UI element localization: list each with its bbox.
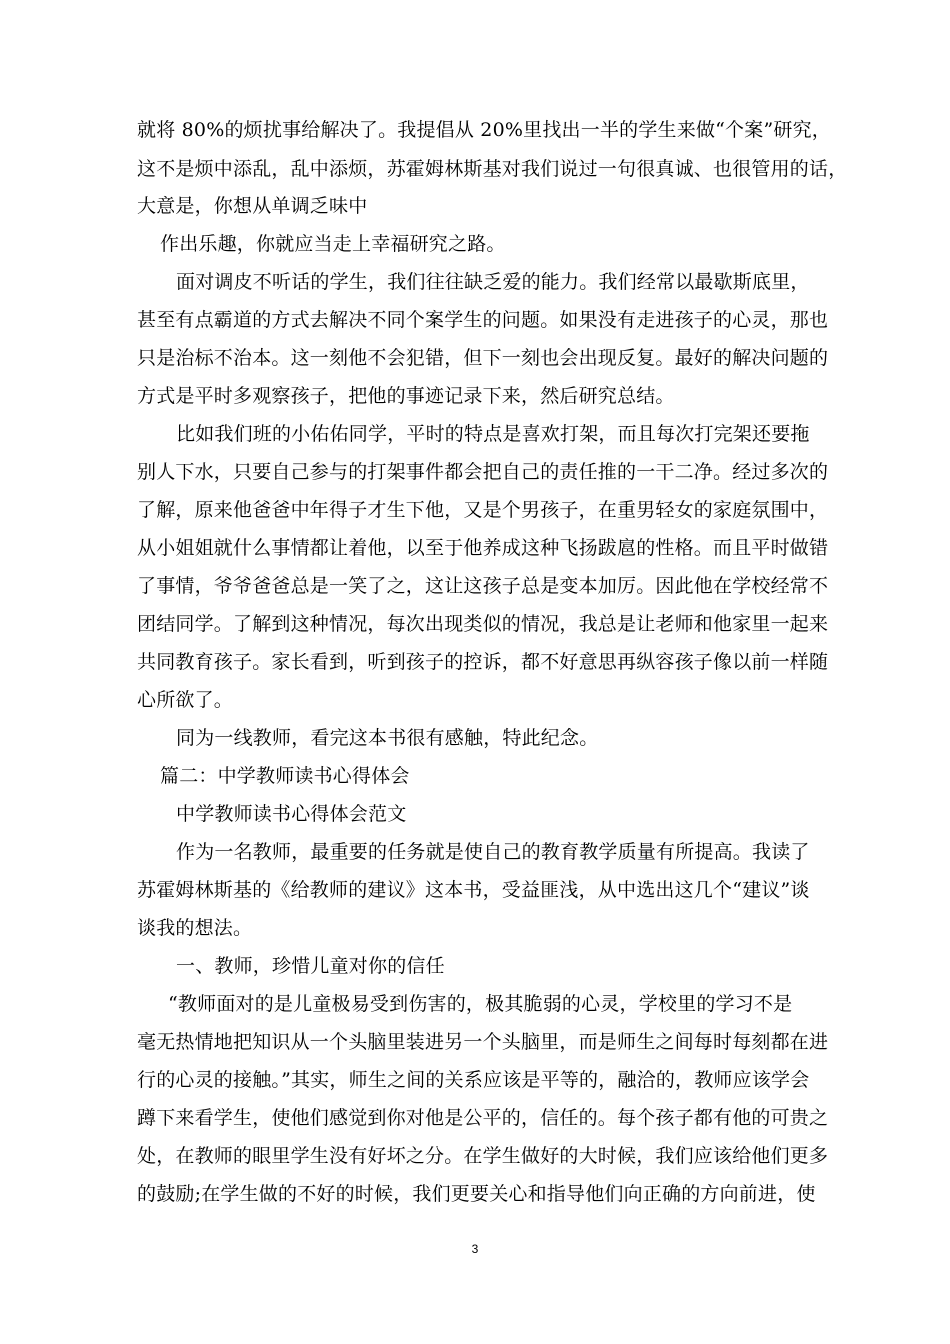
text-line: 的鼓励;在学生做的不好的时候，我们更要关心和指导他们向正确的方向前进，使 bbox=[137, 1183, 816, 1205]
section-heading: 篇二：中学教师读书心得体会 bbox=[160, 765, 410, 787]
text-line: 从小姐姐就什么事情都让着他，以至于他养成这种飞扬跋扈的性格。而且平时做错 bbox=[137, 537, 829, 559]
text-line: “教师面对的是儿童极易受到伤害的，极其脆弱的心灵，学校里的学习不是 bbox=[168, 993, 793, 1015]
text-line: 比如我们班的小佑佑同学，平时的特点是喜欢打架，而且每次打完架还要拖 bbox=[176, 423, 810, 445]
text-line: 团结同学。了解到这种情况，每次出现类似的情况，我总是让老师和他家里一起来 bbox=[137, 613, 829, 635]
text-line: 方式是平时多观察孩子，把他的事迹记录下来，然后研究总结。 bbox=[137, 385, 675, 407]
text-line: 别人下水，只要自己参与的打架事件都会把自己的责任推的一干二净。经过多次的 bbox=[137, 461, 829, 483]
text-line: 作为一名教师，最重要的任务就是使自己的教育教学质量有所提高。我读了 bbox=[176, 841, 810, 863]
text-line: 蹲下来看学生，使他们感觉到你对他是公平的，信任的。每个孩子都有他的可贵之 bbox=[137, 1107, 829, 1129]
text-line: 面对调皮不听话的学生，我们往往缺乏爱的能力。我们经常以最歇斯底里， bbox=[176, 271, 810, 293]
text-line: 行的心灵的接触。”其实，师生之间的关系应该是平等的，融洽的，教师应该学会 bbox=[137, 1069, 810, 1091]
text-line: 就将 80%的烦扰事给解决了。我提倡从 20%里找出一半的学生来做“个案”研究， bbox=[137, 119, 831, 141]
text-line: 作出乐趣，你就应当走上幸福研究之路。 bbox=[160, 233, 506, 255]
text-line: 了事情，爷爷爸爸总是一笑了之，这让这孩子总是变本加厉。因此他在学校经常不 bbox=[137, 575, 829, 597]
text-line: 甚至有点霸道的方式去解决不同个案学生的问题。如果没有走进孩子的心灵，那也 bbox=[137, 309, 829, 331]
text-line: 同为一线教师，看完这本书很有感触，特此纪念。 bbox=[176, 727, 599, 749]
text-line: 大意是，你想从单调乏味中 bbox=[137, 195, 368, 217]
text-line: 谈我的想法。 bbox=[137, 917, 253, 939]
subheading: 一、教师，珍惜儿童对你的信任 bbox=[176, 955, 445, 977]
text-line: 苏霍姆林斯基的《给教师的建议》这本书，受益匪浅，从中选出这几个“建议”谈 bbox=[137, 879, 810, 901]
page-number: 3 bbox=[471, 1242, 479, 1256]
text-line: 了解，原来他爸爸中年得子才生下他，又是个男孩子，在重男轻女的家庭氛围中， bbox=[137, 499, 829, 521]
text-line: 只是治标不治本。这一刻他不会犯错，但下一刻也会出现反复。最好的解决问题的 bbox=[137, 347, 829, 369]
section-subtitle: 中学教师读书心得体会范文 bbox=[176, 803, 407, 825]
text-line: 这不是烦中添乱，乱中添烦，苏霍姆林斯基对我们说过一句很真诚、也很管用的话， bbox=[137, 158, 848, 180]
text-line: 共同教育孩子。家长看到，听到孩子的控诉，都不好意思再纵容孩子像以前一样随 bbox=[137, 651, 829, 673]
text-line: 心所欲了。 bbox=[137, 689, 234, 711]
text-line: 毫无热情地把知识从一个头脑里装进另一个头脑里，而是师生之间每时每刻都在进 bbox=[137, 1031, 829, 1053]
text-line: 处，在教师的眼里学生没有好坏之分。在学生做好的大时候，我们应该给他们更多 bbox=[137, 1145, 829, 1167]
